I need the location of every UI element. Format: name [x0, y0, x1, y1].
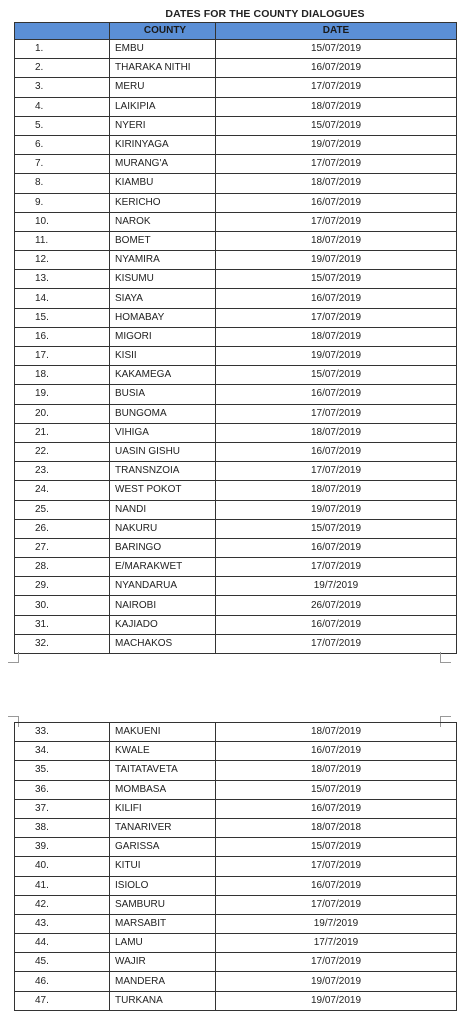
table-row — [15, 366, 457, 385]
dialogue-date-cell: 16/07/2019 — [216, 59, 457, 78]
dialogue-date-cell: 15/07/2019 — [216, 780, 457, 799]
county-name-cell: LAIKIPIA — [110, 97, 216, 116]
dialogue-date-cell: 17/07/2019 — [216, 634, 457, 653]
county-name-cell: SAMBURU — [110, 895, 216, 914]
row-number-cell: 27. — [15, 538, 110, 557]
dialogue-date-cell: 26/07/2019 — [216, 596, 457, 615]
county-name-cell: MERU — [110, 78, 216, 97]
row-number-cell: 42. — [15, 895, 110, 914]
dialogue-date-cell: 19/07/2019 — [216, 347, 457, 366]
table-row — [15, 462, 457, 481]
table-row — [15, 481, 457, 500]
table-row — [15, 723, 457, 742]
dialogue-date-cell: 17/07/2019 — [216, 895, 457, 914]
table-row — [15, 934, 457, 953]
county-name-cell: KAJIADO — [110, 615, 216, 634]
dialogue-date-cell: 19/07/2019 — [216, 991, 457, 1010]
county-name-cell: NAKURU — [110, 519, 216, 538]
table-row — [15, 174, 457, 193]
table-row — [15, 289, 457, 308]
row-number-cell: 46. — [15, 972, 110, 991]
dialogue-date-cell: 19/7/2019 — [216, 577, 457, 596]
table-row — [15, 761, 457, 780]
dialogue-date-cell: 17/07/2019 — [216, 404, 457, 423]
row-number-cell: 36. — [15, 780, 110, 799]
dialogue-date-cell: 18/07/2019 — [216, 423, 457, 442]
table-row — [15, 212, 457, 231]
table-row — [15, 40, 457, 59]
column-header-number — [15, 23, 110, 40]
dialogue-date-cell: 15/07/2019 — [216, 519, 457, 538]
county-name-cell: TURKANA — [110, 991, 216, 1010]
table-row — [15, 270, 457, 289]
row-number-cell: 4. — [15, 97, 110, 116]
page-break-gap — [0, 662, 458, 714]
table-row — [15, 327, 457, 346]
table-row — [15, 116, 457, 135]
row-number-cell: 44. — [15, 934, 110, 953]
row-number-cell: 17. — [15, 347, 110, 366]
county-name-cell: TAITATAVETA — [110, 761, 216, 780]
county-name-cell: KIRINYAGA — [110, 135, 216, 154]
dialogue-date-cell: 16/07/2019 — [216, 876, 457, 895]
row-number-cell: 40. — [15, 857, 110, 876]
county-name-cell: KISII — [110, 347, 216, 366]
table-row — [15, 596, 457, 615]
row-number-cell: 21. — [15, 423, 110, 442]
county-name-cell: NYAMIRA — [110, 251, 216, 270]
row-number-cell: 19. — [15, 385, 110, 404]
row-number-cell: 1. — [15, 40, 110, 59]
table-row — [15, 78, 457, 97]
dialogue-date-cell: 19/7/2019 — [216, 914, 457, 933]
dialogue-date-cell: 19/07/2019 — [216, 251, 457, 270]
county-name-cell: UASIN GISHU — [110, 442, 216, 461]
row-number-cell: 2. — [15, 59, 110, 78]
column-header-date: DATE — [216, 23, 457, 40]
dialogue-date-cell: 18/07/2019 — [216, 327, 457, 346]
page-corner-mark — [8, 652, 19, 663]
dialogue-date-cell: 16/07/2019 — [216, 742, 457, 761]
row-number-cell: 47. — [15, 991, 110, 1010]
row-number-cell: 15. — [15, 308, 110, 327]
county-name-cell: THARAKA NITHI — [110, 59, 216, 78]
county-name-cell: HOMABAY — [110, 308, 216, 327]
row-number-cell: 8. — [15, 174, 110, 193]
row-number-cell: 37. — [15, 799, 110, 818]
table-row — [15, 953, 457, 972]
row-number-cell: 16. — [15, 327, 110, 346]
row-number-cell: 23. — [15, 462, 110, 481]
row-number-cell: 41. — [15, 876, 110, 895]
county-name-cell: E/MARAKWET — [110, 558, 216, 577]
dialogue-date-cell: 16/07/2019 — [216, 442, 457, 461]
county-name-cell: NYERI — [110, 116, 216, 135]
dialogue-date-cell: 16/07/2019 — [216, 385, 457, 404]
table-row — [15, 818, 457, 837]
dialogue-date-cell: 15/07/2019 — [216, 270, 457, 289]
dialogue-date-cell: 17/07/2019 — [216, 308, 457, 327]
county-name-cell: BUSIA — [110, 385, 216, 404]
row-number-cell: 34. — [15, 742, 110, 761]
table-row — [15, 876, 457, 895]
county-name-cell: KIAMBU — [110, 174, 216, 193]
county-name-cell: MURANG'A — [110, 155, 216, 174]
dialogue-date-cell: 18/07/2018 — [216, 818, 457, 837]
table-row — [15, 742, 457, 761]
county-name-cell: MANDERA — [110, 972, 216, 991]
table-row — [15, 634, 457, 653]
table-row — [15, 347, 457, 366]
table-row — [15, 385, 457, 404]
table-row — [15, 857, 457, 876]
county-name-cell: BARINGO — [110, 538, 216, 557]
county-name-cell: MACHAKOS — [110, 634, 216, 653]
row-number-cell: 3. — [15, 78, 110, 97]
row-number-cell: 38. — [15, 818, 110, 837]
table-row — [15, 97, 457, 116]
dialogue-date-cell: 18/07/2019 — [216, 231, 457, 250]
page-corner-mark — [440, 652, 451, 663]
row-number-cell: 30. — [15, 596, 110, 615]
county-name-cell: KAKAMEGA — [110, 366, 216, 385]
table-row — [15, 577, 457, 596]
table-row — [15, 972, 457, 991]
row-number-cell: 14. — [15, 289, 110, 308]
dialogue-date-cell: 15/07/2019 — [216, 40, 457, 59]
row-number-cell: 43. — [15, 914, 110, 933]
row-number-cell: 9. — [15, 193, 110, 212]
county-name-cell: WEST POKOT — [110, 481, 216, 500]
row-number-cell: 31. — [15, 615, 110, 634]
table-row — [15, 500, 457, 519]
dialogue-date-cell: 19/07/2019 — [216, 972, 457, 991]
county-name-cell: MARSABIT — [110, 914, 216, 933]
dialogue-date-cell: 16/07/2019 — [216, 538, 457, 557]
row-number-cell: 7. — [15, 155, 110, 174]
county-name-cell: MIGORI — [110, 327, 216, 346]
dialogue-date-cell: 18/07/2019 — [216, 174, 457, 193]
dialogue-date-cell: 17/07/2019 — [216, 462, 457, 481]
table-header-row — [15, 23, 457, 40]
row-number-cell: 5. — [15, 116, 110, 135]
county-name-cell: BUNGOMA — [110, 404, 216, 423]
row-number-cell: 22. — [15, 442, 110, 461]
row-number-cell: 35. — [15, 761, 110, 780]
table-row — [15, 991, 457, 1010]
county-name-cell: KWALE — [110, 742, 216, 761]
row-number-cell: 20. — [15, 404, 110, 423]
dialogue-date-cell: 16/07/2019 — [216, 289, 457, 308]
county-name-cell: MAKUENI — [110, 723, 216, 742]
county-name-cell: KITUI — [110, 857, 216, 876]
table-row — [15, 838, 457, 857]
county-name-cell: WAJIR — [110, 953, 216, 972]
county-name-cell: TANARIVER — [110, 818, 216, 837]
table-row — [15, 135, 457, 154]
row-number-cell: 29. — [15, 577, 110, 596]
county-name-cell: KISUMU — [110, 270, 216, 289]
county-name-cell: LAMU — [110, 934, 216, 953]
county-name-cell: NANDI — [110, 500, 216, 519]
table-row — [15, 558, 457, 577]
dialogue-date-cell: 17/7/2019 — [216, 934, 457, 953]
column-header-county: COUNTY — [110, 23, 216, 40]
dialogue-date-cell: 16/07/2019 — [216, 193, 457, 212]
dialogue-date-cell: 16/07/2019 — [216, 799, 457, 818]
county-name-cell: VIHIGA — [110, 423, 216, 442]
table-row — [15, 404, 457, 423]
county-name-cell: NYANDARUA — [110, 577, 216, 596]
dialogue-date-cell: 17/07/2019 — [216, 212, 457, 231]
county-dates-table-page2 — [14, 722, 457, 1011]
county-name-cell: GARISSA — [110, 838, 216, 857]
dialogue-date-cell: 17/07/2019 — [216, 155, 457, 174]
row-number-cell: 24. — [15, 481, 110, 500]
county-name-cell: KERICHO — [110, 193, 216, 212]
county-name-cell: BOMET — [110, 231, 216, 250]
dialogue-date-cell: 18/07/2019 — [216, 481, 457, 500]
county-name-cell: SIAYA — [110, 289, 216, 308]
dialogue-date-cell: 19/07/2019 — [216, 135, 457, 154]
dialogue-date-cell: 19/07/2019 — [216, 500, 457, 519]
row-number-cell: 11. — [15, 231, 110, 250]
table-row — [15, 519, 457, 538]
row-number-cell: 13. — [15, 270, 110, 289]
dialogue-date-cell: 18/07/2019 — [216, 761, 457, 780]
row-number-cell: 39. — [15, 838, 110, 857]
table-row — [15, 538, 457, 557]
county-name-cell: NAROK — [110, 212, 216, 231]
dialogue-date-cell: 17/07/2019 — [216, 78, 457, 97]
row-number-cell: 28. — [15, 558, 110, 577]
dialogue-date-cell: 18/07/2019 — [216, 723, 457, 742]
table-row — [15, 193, 457, 212]
row-number-cell: 26. — [15, 519, 110, 538]
dialogue-date-cell: 15/07/2019 — [216, 116, 457, 135]
row-number-cell: 12. — [15, 251, 110, 270]
county-name-cell: MOMBASA — [110, 780, 216, 799]
table-row — [15, 155, 457, 174]
table-row — [15, 251, 457, 270]
table-row — [15, 442, 457, 461]
dialogue-date-cell: 15/07/2019 — [216, 838, 457, 857]
table-row — [15, 780, 457, 799]
document-title: DATES FOR THE COUNTY DIALOGUES — [165, 8, 365, 20]
row-number-cell: 18. — [15, 366, 110, 385]
table-row — [15, 59, 457, 78]
dialogue-date-cell: 15/07/2019 — [216, 366, 457, 385]
dialogue-date-cell: 17/07/2019 — [216, 857, 457, 876]
row-number-cell: 6. — [15, 135, 110, 154]
county-dates-table-page1 — [14, 22, 457, 654]
table-row — [15, 615, 457, 634]
table-row — [15, 914, 457, 933]
table-row — [15, 799, 457, 818]
table-row — [15, 895, 457, 914]
county-name-cell: NAIROBI — [110, 596, 216, 615]
county-name-cell: EMBU — [110, 40, 216, 59]
row-number-cell: 45. — [15, 953, 110, 972]
row-number-cell: 33. — [15, 723, 110, 742]
dialogue-date-cell: 18/07/2019 — [216, 97, 457, 116]
county-name-cell: TRANSNZOIA — [110, 462, 216, 481]
row-number-cell: 25. — [15, 500, 110, 519]
table-row — [15, 308, 457, 327]
row-number-cell: 32. — [15, 634, 110, 653]
county-name-cell: ISIOLO — [110, 876, 216, 895]
table-row — [15, 231, 457, 250]
county-name-cell: KILIFI — [110, 799, 216, 818]
dialogue-date-cell: 16/07/2019 — [216, 615, 457, 634]
row-number-cell: 10. — [15, 212, 110, 231]
table-row — [15, 423, 457, 442]
dialogue-date-cell: 17/07/2019 — [216, 558, 457, 577]
dialogue-date-cell: 17/07/2019 — [216, 953, 457, 972]
